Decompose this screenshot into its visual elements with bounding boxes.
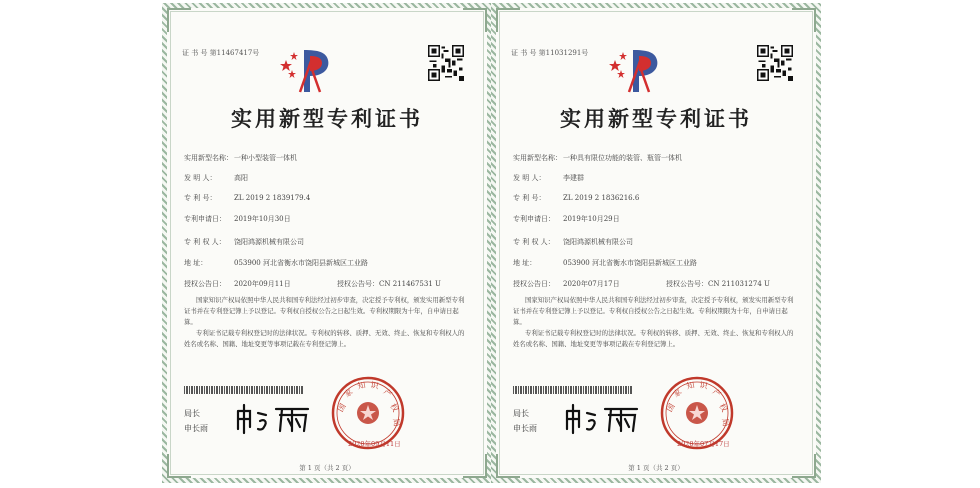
svg-text:知: 知 (356, 380, 367, 391)
filing-date (184, 214, 291, 224)
field-label: 专 利 权 人： (513, 238, 555, 246)
inventor (513, 173, 584, 183)
field-label: 授权公告日： (513, 280, 555, 288)
field-label: 实用新型名称： (513, 154, 562, 162)
certificate-paragraph: 专利证书记载专利权登记时的法律状况。专利权的转移、质押、无效、终止、恢复和专利权人的姓名或名称、国籍、地址变更等事项记载在专利登记簿上。 (184, 329, 465, 348)
certificate-paragraph: 国家知识产权局依照中华人民共和国专利法经过初步审查，决定授予专利权，颁发实用新型专利证书并在专利登记簿上予以登记。专利权自授权公告之日起生效。专利权期限为十年，自申请日起算。 (184, 296, 465, 326)
corner-ornament (792, 8, 816, 32)
svg-text:局: 局 (391, 417, 402, 428)
field-value: 053900 河北省衡水市饶阳县新城区工业路 (234, 259, 368, 267)
field-value: 饶阳鸿源机械有限公司 (563, 238, 633, 246)
svg-text:国: 国 (335, 402, 348, 414)
field-value: 一种具有限位功能的装管、瓶管一体机 (563, 154, 682, 162)
address (184, 258, 368, 268)
field-value: 053900 河北省衡水市饶阳县新城区工业路 (563, 259, 697, 267)
certificate-paragraph: 国家知识产权局依照中华人民共和国专利法经过初步审查，决定授予专利权，颁发实用新型专利证书并在专利登记簿上予以登记。专利权自授权公告之日起生效。专利权期限为十年，自申请日起算。 (513, 296, 794, 326)
field-value: 高阳 (234, 174, 248, 182)
field-label: 授权公告号： (337, 280, 379, 288)
field-label: 地 址： (184, 259, 208, 267)
director-title: 局长 (513, 409, 529, 418)
field-label: 实用新型名称： (184, 154, 233, 162)
publication-number (337, 279, 441, 289)
corner-ornament (167, 8, 191, 32)
cnipa-emblem-icon (609, 46, 661, 94)
field-label: 专 利 号： (184, 194, 217, 202)
filing-date (513, 214, 620, 224)
publication-date (513, 279, 620, 289)
field-value: CN 211031274 U (708, 280, 770, 288)
corner-ornament (463, 8, 487, 32)
svg-text:家: 家 (671, 387, 684, 400)
field-value: 2020年09月11日 (234, 280, 291, 288)
patent-number (184, 193, 310, 203)
page-number: 第 1 页（共 2 页） (299, 464, 355, 472)
corner-ornament (496, 8, 520, 32)
certificate-title: 实用新型专利证书 (231, 106, 423, 131)
barcode-strip (184, 386, 304, 394)
field-label: 发 明 人： (513, 174, 546, 182)
field-label: 专利申请日： (513, 215, 555, 223)
field-value: CN 211467531 U (379, 280, 441, 288)
field-value: 一种小型装管一体机 (234, 154, 297, 162)
certificate-2 (491, 3, 821, 483)
patent-number (513, 193, 639, 203)
svg-text:产: 产 (710, 387, 723, 400)
director-signature (563, 403, 643, 435)
field-value: 2020年07月17日 (563, 280, 620, 288)
director-title: 局长 (184, 409, 200, 418)
patentee (184, 237, 304, 247)
seal-date: 2020年09月11日 (348, 440, 401, 448)
director-name: 申长雨 (513, 424, 537, 433)
cnipa-emblem-icon (280, 46, 332, 94)
qr-code-icon (428, 45, 464, 81)
director-signature (234, 403, 314, 435)
field-label: 地 址： (513, 259, 537, 267)
svg-text:产: 产 (381, 387, 394, 400)
inventor (184, 173, 248, 183)
certificate-title: 实用新型专利证书 (560, 106, 752, 131)
svg-text:权: 权 (388, 402, 401, 414)
svg-text:局: 局 (720, 417, 731, 428)
barcode-strip (513, 386, 633, 394)
certificate-number: 证 书 号 第11467417号 (182, 49, 260, 57)
svg-text:权: 权 (717, 402, 730, 414)
qr-code-icon (757, 45, 793, 81)
svg-text:识: 识 (698, 380, 709, 391)
svg-text:知: 知 (685, 380, 696, 391)
page-number: 第 1 页（共 2 页） (628, 464, 684, 472)
certificate-number: 证 书 号 第11031291号 (511, 49, 589, 57)
svg-text:国: 国 (664, 402, 677, 414)
field-value: 2019年10月29日 (563, 215, 620, 223)
utility-model-name (513, 153, 682, 163)
field-label: 授权公告日： (184, 280, 226, 288)
field-label: 授权公告号： (666, 280, 708, 288)
field-value: 2019年10月30日 (234, 215, 291, 223)
publication-date (184, 279, 291, 289)
certificate-paragraph: 专利证书记载专利权登记时的法律状况。专利权的转移、质押、无效、终止、恢复和专利权人的姓名或名称、国籍、地址变更等事项记载在专利登记簿上。 (513, 329, 794, 348)
utility-model-name (184, 153, 297, 163)
director-name: 申长雨 (184, 424, 208, 433)
field-label: 专利申请日： (184, 215, 226, 223)
field-value: ZL 2019 2 1836216.6 (563, 194, 640, 202)
certificate-1 (162, 3, 492, 483)
field-value: 饶阳鸿源机械有限公司 (234, 238, 304, 246)
patentee (513, 237, 633, 247)
publication-number (666, 279, 770, 289)
field-value: ZL 2019 2 1839179.4 (234, 194, 311, 202)
field-label: 专 利 号： (513, 194, 546, 202)
field-value: 李建群 (563, 174, 584, 182)
svg-text:识: 识 (369, 380, 380, 391)
seal-date: 2020年07月17日 (677, 440, 730, 448)
svg-text:家: 家 (342, 387, 355, 400)
address (513, 258, 697, 268)
field-label: 专 利 权 人： (184, 238, 226, 246)
field-label: 发 明 人： (184, 174, 217, 182)
